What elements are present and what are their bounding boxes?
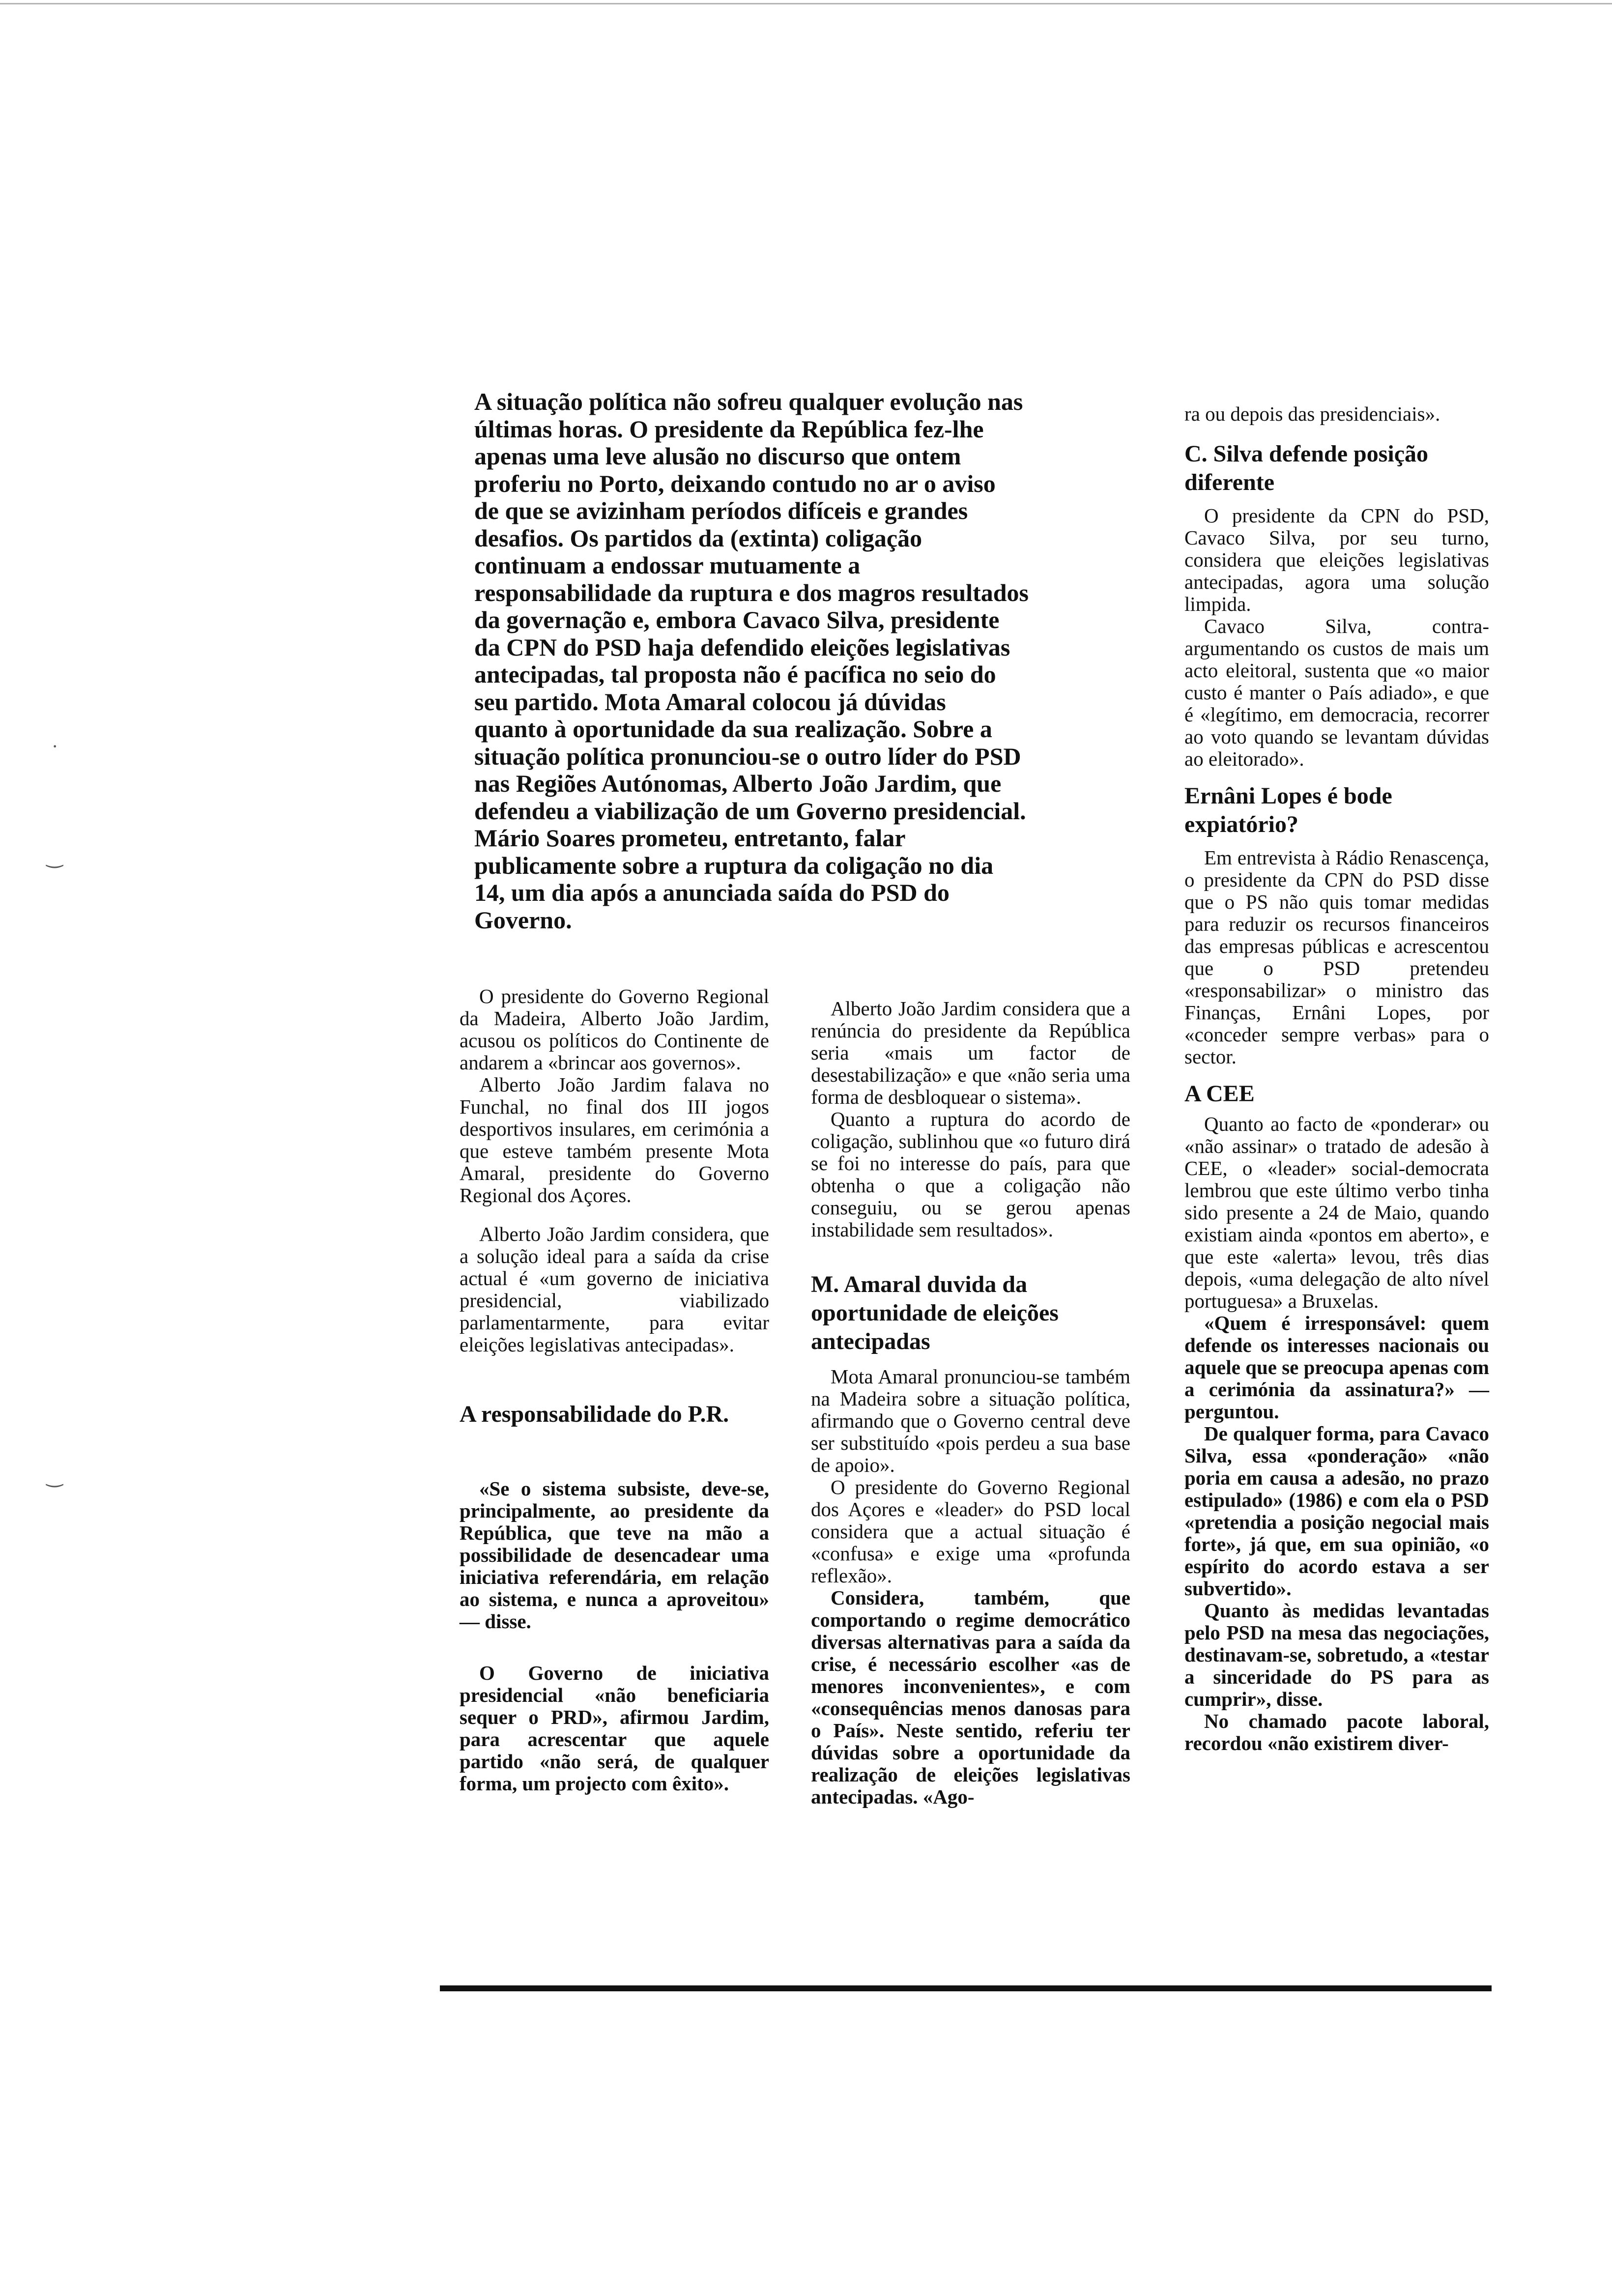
lead-line: últimas horas. O presidente da República fez-lhe — [474, 415, 984, 443]
lead-line: situação política pronunciou-se o outro líder do PSD — [474, 742, 1021, 770]
body-paragraph: ra ou depois das presidenciais». — [1184, 402, 1440, 425]
article-column-3 — [1184, 403, 1489, 1754]
lead-line: publicamente sobre a ruptura da coligação no dia — [474, 851, 994, 879]
body-paragraph: O presidente do Governo Regional dos Açores e «leader» do PSD local considera que a actual situação é «confusa» e exige uma «profunda reflexão». — [811, 1476, 1130, 1587]
section-heading: A responsabilidade do P.R. — [460, 1401, 729, 1427]
body-paragraph: O Governo de iniciativa presidencial «não beneficiaria sequer o PRD», afirmou Jardim, para acrescentar que aquele partido «não será, de qualquer forma, um projecto com êxito». — [460, 1662, 769, 1795]
bottom-rule-line — [440, 1985, 1492, 1991]
section-heading: M. Amaral duvida da oportunidade de eleições antecipadas — [811, 1271, 1059, 1354]
body-paragraph: Alberto João Jardim considera que a renúncia do presidente da República seria «mais um factor de desestabilização» e que «não seria uma forma de desbloquear o sistema». — [811, 997, 1130, 1108]
body-paragraph: Quanto ao facto de «ponderar» ou «não assinar» o tratado de adesão à CEE, o «leader» social-democrata lembrou que este último verbo tinha sido presente a 24 de Maio, quando existiam ainda «pontos em aberto», e que este «alerta» levou, três dias depois, «uma delegação de alto nível portuguesa» a Bruxelas. — [1184, 1113, 1489, 1312]
lead-line: antecipadas, tal proposta não é pacífica no seio do — [474, 660, 996, 688]
body-paragraph: Mota Amaral pronunciou-se também na Madeira sobre a situação política, afirmando que o Governo central deve ser substituído «pois perdeu a sua base de apoio». — [811, 1365, 1130, 1476]
lead-line: A situação política não sofreu qualquer evolução nas — [474, 388, 1023, 415]
article-column-1 — [460, 985, 769, 1795]
article-column-2 — [811, 998, 1130, 1808]
body-paragraph: «Se o sistema subsiste, deve-se, principalmente, ao presidente da República, que teve na mão a possibilidade de desencadear uma iniciativa referendária, em relação ao sistema, e nunca a aproveitou» — disse. — [460, 1477, 769, 1633]
body-paragraph: «Quem é irresponsável: quem defende os interesses nacionais ou aquele que se preocupa apenas com a cerimónia da assinatura?» — perguntou. — [1184, 1312, 1489, 1423]
body-paragraph: Alberto João Jardim considera, que a solução ideal para a saída da crise actual é «um governo de iniciativa presidencial, viabilizado parlamentarmente, para evitar eleições legislativas antecipadas». — [460, 1223, 769, 1356]
lead-line: quanto à oportunidade da sua realização. Sobre a — [474, 715, 992, 743]
lead-line: da governação e, embora Cavaco Silva, presidente — [474, 606, 1000, 633]
lead-line: nas Regiões Autónomas, Alberto João Jardim, que — [474, 770, 1002, 797]
lead-line: responsabilidade da ruptura e dos magros resultados — [474, 578, 1029, 606]
body-paragraph: No chamado pacote laboral, recordou «não existirem diver- — [1184, 1710, 1489, 1754]
body-paragraph: O presidente da CPN do PSD, Cavaco Silva, por seu turno, considera que eleições legislativas antecipadas, agora uma solução limpida. — [1184, 504, 1489, 615]
section-heading: A CEE — [1184, 1081, 1255, 1107]
body-paragraph: Quanto a ruptura do acordo de coligação, sublinhou que «o futuro dirá se foi no interesse do país, para que obtenha o que a coligação não conseguiu, ou se gerou apenas instabilidade sem resultados». — [811, 1108, 1130, 1241]
body-paragraph: Considera, também, que comportando o regime democrático diversas alternativas para a saída da crise, é necessário escolher «as de menores inconvenientes», e com «consequências menos danosas para o País». Neste sentido, referiu ter dúvidas sobre a oportunidade da realização de eleições legislativas antecipadas. «Ago- — [811, 1586, 1130, 1808]
lead-line: desafios. Os partidos da (extinta) coligação — [474, 524, 922, 552]
margin-tick-mark: ‿ — [47, 1465, 63, 1487]
lead-line: defendeu a viabilização de um Governo presidencial. — [474, 797, 1026, 825]
lead-line: Governo. — [474, 906, 572, 934]
body-paragraph: O presidente do Governo Regional da Madeira, Alberto João Jardim, acusou os políticos do Continente de andarem a «brincar aos governos». — [460, 985, 769, 1074]
section-heading: C. Silva defende posição diferente — [1184, 441, 1429, 495]
lead-line: apenas uma leve alusão no discurso que ontem — [474, 442, 961, 470]
lead-line: Mário Soares prometeu, entretanto, falar — [474, 824, 906, 852]
lead-line: seu partido. Mota Amaral colocou já dúvidas — [474, 688, 946, 716]
body-paragraph: Quanto às medidas levantadas pelo PSD na mesa das negociações, destinavam-se, sobretudo, a «testar a sinceridade do PS para as cumprir», disse. — [1184, 1599, 1489, 1710]
lead-line: da CPN do PSD haja defendido eleições legislativas — [474, 633, 1010, 661]
lead-line: proferiu no Porto, deixando contudo no ar o aviso — [474, 469, 996, 497]
lead-line: 14, um dia após a anunciada saída do PSD do — [474, 879, 950, 906]
body-paragraph: De qualquer forma, para Cavaco Silva, essa «ponderação» «não poria em causa a adesão, no prazo estipulado» (1986) e com ela o PSD «pretendia a posição negocial mais forte», já que, em sua opinião, «o espírito do acordo estava a ser subvertido». — [1184, 1422, 1489, 1600]
lead-paragraph — [474, 388, 1152, 934]
margin-dot-mark: · — [52, 735, 58, 757]
body-paragraph: Em entrevista à Rádio Renascença, o presidente da CPN do PSD disse que o PS não quis tomar medidas para reduzir os recursos financeiros das empresas públicas e acrescentou que o PSD pretendeu «responsabilizar» o ministro das Finanças, Ernâni Lopes, por «conceder sempre verbas» para o sector. — [1184, 846, 1489, 1068]
lead-line: de que se avizinham períodos difíceis e grandes — [474, 497, 968, 524]
body-paragraph: Cavaco Silva, contra-argumentando os custos de mais um acto eleitoral, sustenta que «o maior custo é manter o País adiado», e que é «legítimo, em democracia, recorrer ao voto quando se levantam dúvidas ao eleitorado». — [1184, 615, 1489, 770]
margin-tick-mark: ‿ — [47, 846, 63, 868]
top-border-line — [0, 3, 1612, 4]
section-heading: Ernâni Lopes é bode expiatório? — [1184, 783, 1392, 837]
body-paragraph: Alberto João Jardim falava no Funchal, no final dos III jogos desportivos insulares, em cerimónia a que esteve também presente Mota Amaral, presidente do Governo Regional dos Açores. — [460, 1073, 769, 1206]
lead-line: continuam a endossar mutuamente a — [474, 551, 861, 579]
